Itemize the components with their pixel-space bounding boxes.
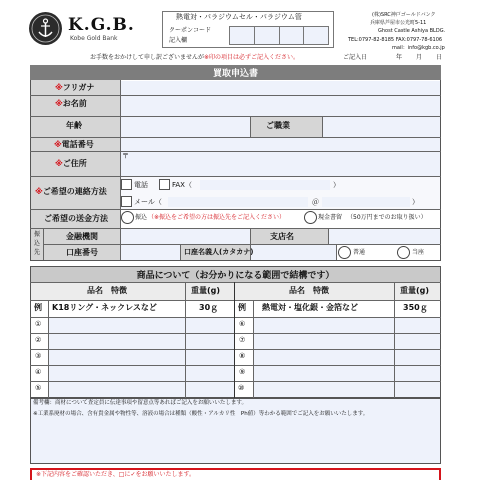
cash-label: 現金書留 — [318, 214, 343, 221]
contact-fax-close: ） — [333, 181, 340, 189]
remarks-line-1: 備考欄：商材について査定員に伝達事項や留意点等あればご記入をお願いいたします。 — [33, 400, 247, 406]
account-holder-label: 口座名義人(カタカナ) — [184, 248, 254, 256]
account-number-input[interactable] — [120, 245, 180, 260]
branch-label: 支店名 — [270, 232, 294, 241]
contact-mail-label: メール（ — [134, 198, 162, 206]
form-title: 買取申込書 — [212, 69, 258, 79]
company-tel-fax: TEL:0797-82-8185 FAX:0797-78-6106 — [348, 37, 443, 43]
account-holder-input[interactable] — [250, 245, 336, 260]
logo-seal — [29, 12, 62, 45]
address-label: ※ご住所 — [55, 159, 87, 168]
furigana-input[interactable] — [120, 81, 440, 95]
form-title-bar — [30, 65, 441, 80]
occupation-input[interactable] — [322, 117, 440, 137]
ordinary-label: 普通 — [353, 249, 366, 256]
ordinary-radio[interactable] — [338, 246, 351, 259]
current-label: 当座 — [412, 249, 425, 256]
row-number-8: ⑧ — [239, 352, 246, 360]
brand-name: K.G.B. — [68, 15, 135, 35]
cash-radio[interactable] — [304, 211, 317, 224]
col-name-right: 品名 特徴 — [289, 286, 329, 295]
account-number-label: 口座番号 — [66, 248, 98, 257]
contact-mail-checkbox[interactable] — [121, 196, 132, 207]
confirmation-text: ※下記内容をご確認いただき、□に✓をお願いいたします。 — [36, 471, 196, 478]
company-address: 兵庫県芦屋市公光町5-11 — [370, 20, 427, 26]
coupon-code-field[interactable] — [229, 26, 329, 45]
contact-mail-at: ＠ — [312, 198, 319, 206]
contact-fax-label: FAX（ — [172, 181, 192, 189]
example-weight-right: 350ｇ — [403, 303, 428, 312]
date-month: 月 — [416, 54, 423, 61]
date-label: ご記入日 — [343, 54, 368, 61]
transfer-label: 振込 — [135, 214, 148, 221]
example-name-right: 熱電対・塩化銀・金箔など — [262, 303, 358, 312]
contact-mail-close: ） — [412, 198, 419, 206]
phone-label: ※電話番号 — [54, 140, 94, 149]
example-name-left: K18リング・ネックレスなど — [52, 303, 157, 312]
company-name: (株)SRC神戸ゴールドバンク — [372, 12, 436, 18]
furigana-label: ※フリガナ — [55, 83, 95, 92]
coupon-code-label: クーポンコード — [169, 27, 212, 34]
row-number-10: ⑩ — [238, 384, 245, 392]
contact-mail-local-input[interactable] — [168, 197, 308, 207]
transfer-note: （※振込をご希望の方は振込先をご記入ください） — [148, 214, 286, 221]
products-title: 商品について（お分かりになる範囲で結構です） — [136, 271, 335, 281]
brand-subtitle: Kobe Gold Bank — [70, 35, 118, 42]
row-number-1: ① — [35, 320, 42, 328]
bank-name-input[interactable] — [120, 229, 250, 244]
name-input[interactable] — [120, 96, 440, 116]
contact-phone-label: 電話 — [134, 181, 148, 189]
col-weight-left: 重量(g) — [191, 286, 221, 295]
date-day: 日 — [436, 54, 443, 61]
postal-mark: 〒 — [122, 152, 129, 160]
transfer-radio[interactable] — [121, 211, 134, 224]
age-input[interactable] — [120, 117, 250, 137]
contact-mail-domain-input[interactable] — [322, 197, 410, 207]
payment-label: ご希望の送金方法 — [44, 214, 108, 223]
products-title-bar — [31, 267, 440, 282]
coupon-title: 熱電対・パラジウムセル・パラジウム管 — [176, 13, 302, 21]
branch-input[interactable] — [328, 229, 440, 244]
contact-fax-checkbox[interactable] — [159, 179, 170, 190]
date-year: 年 — [396, 54, 403, 61]
anchor-icon — [29, 12, 62, 45]
example-label-left: 例 — [34, 303, 42, 312]
phone-input[interactable] — [120, 138, 440, 151]
company-mail: mail：info@kgb.co.jp — [392, 45, 445, 51]
address-input[interactable] — [120, 152, 440, 176]
cash-note: （50万円までのお取り扱い） — [347, 214, 427, 221]
row-number-2: ② — [35, 336, 42, 344]
remarks-box[interactable] — [30, 398, 441, 464]
notice-line: お手数をおかけして申し訳ございませんが※印の項目は必ずご記入ください。 — [90, 54, 300, 61]
example-weight-left: 30ｇ — [199, 303, 219, 312]
row-number-7: ⑦ — [239, 336, 246, 344]
current-radio[interactable] — [397, 246, 410, 259]
occupation-label: ご職業 — [266, 121, 290, 130]
col-weight-right: 重量(g) — [400, 286, 430, 295]
contact-method-label: ※ご希望の連絡方法 — [35, 187, 107, 196]
bank-side-label: 振込先 — [33, 231, 40, 256]
row-number-3: ③ — [35, 352, 42, 360]
bank-name-label: 金融機関 — [66, 232, 98, 241]
row-number-6: ⑥ — [239, 320, 246, 328]
contact-phone-checkbox[interactable] — [121, 179, 132, 190]
row-number-5: ⑤ — [35, 384, 42, 392]
age-label: 年齢 — [66, 121, 82, 130]
company-building: Ghost Castle Ashiya BLDG. — [378, 28, 446, 34]
row-number-9: ⑨ — [239, 368, 246, 376]
col-name-left: 品名 特徴 — [87, 286, 127, 295]
row-number-4: ④ — [35, 368, 42, 376]
remarks-line-2: ※工業系廃材の場合、含有貴金属や物性等、溶液の場合は種類（酸性・アルカリ性 Ph値）等わかる範囲でご記入をお願いいたします。 — [33, 411, 369, 417]
name-label: ※お名前 — [55, 99, 87, 108]
example-label-right: 例 — [238, 303, 246, 312]
contact-fax-input[interactable] — [200, 180, 330, 190]
coupon-entry-label: 記入欄 — [169, 37, 188, 44]
